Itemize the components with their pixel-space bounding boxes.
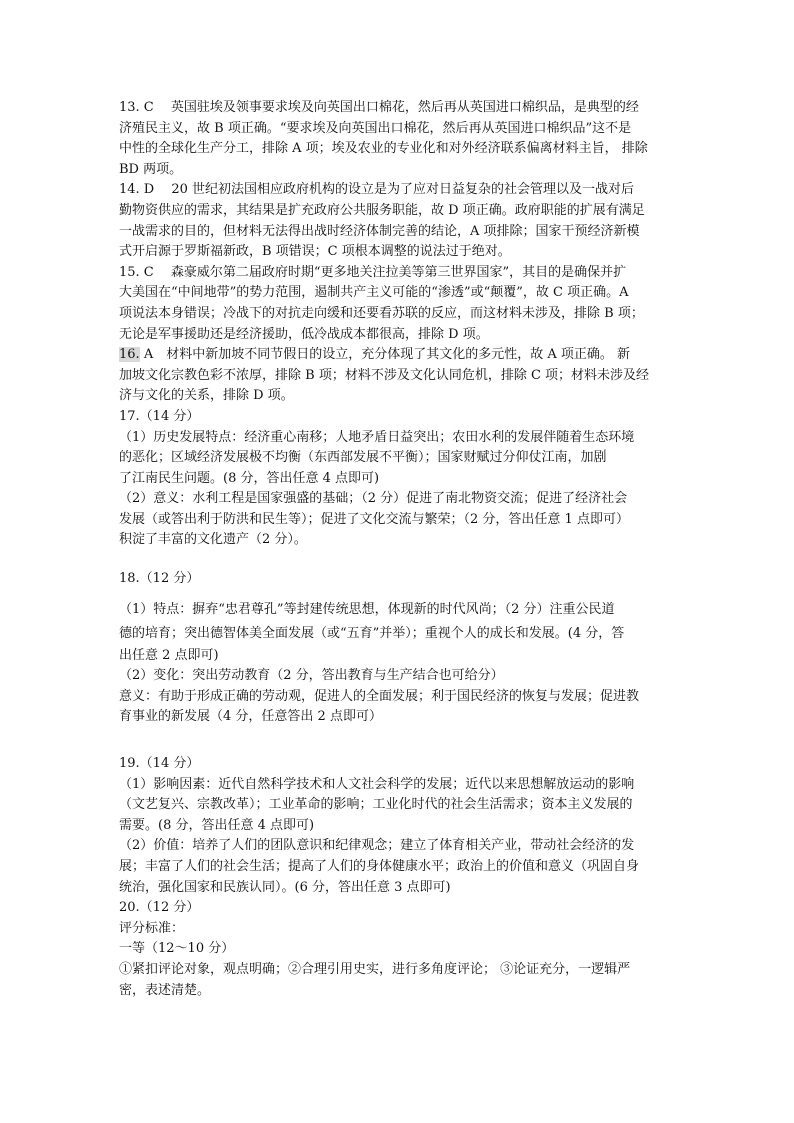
text-line: 式开启源于罗斯福新政，B 项错误；C 项根本调整的说法过于绝对。 [119, 244, 511, 260]
text-line: 一战需求的目的，但材料无法得出战时经济体制完善的结论，A 项排除；国家干预经济新模 [119, 223, 640, 239]
text-line: 意义：有助于形成正确的劳动观，促进人的全面发展；利于国民经济的恢复与发展；促进教 [119, 688, 640, 704]
text-line: 14. D 20 世纪初法国相应政府机构的设立是为了应对日益复杂的社会管理以及一战对后 [119, 182, 635, 198]
answer-q19 [119, 754, 710, 898]
text-line: 评分标准： [119, 920, 185, 936]
text-line: 15. C 森豪威尔第二届政府时期“更多地关注拉美等第三世界国家”，其目的是确保并扩 [119, 264, 627, 280]
text-line: ①紧扣评论对象，观点明确；②合理引用史实，进行多角度评论； ③论证充分，一逻辑严 [119, 961, 631, 977]
answer-q14 [119, 180, 710, 262]
text-line: 无论是军事援助还是经济援助，低冷战成本都很高，排除 D 项。 [119, 326, 489, 342]
text-line: 了江南民生问题。(8 分，答出任意 4 点即可) [119, 470, 380, 486]
text-line: 项说法本身错误；冷战下的对抗走向缓和还要看苏联的反应，而这材料未涉及，排除 B 项； [119, 305, 644, 321]
text-line: 密，表述清楚。 [119, 982, 211, 998]
text-line: 大美国在“中间地带”的势力范围，遏制共产主义可能的“渗透”或“颠覆”，故 C 项正确。A [119, 285, 629, 301]
text-line: 济殖民主义，故 B 项正确。“要求埃及向英国出口棉花，然后再从英国进口棉织品”这不是 [119, 120, 632, 136]
text-line: 统治，强化国家和民族认同）。(6 分，答出任意 3 点即可) [119, 879, 451, 895]
text-line: （2）价值：培养了人们的团队意识和纪律观念；建立了体育相关产业，带动社会经济的发 [119, 838, 635, 854]
text-line: （1）特点：摒弃“忠君尊孔”等封建传统思想，体现新的时代风尚；（2 分）注重公民道 [119, 601, 615, 617]
text-line: （2）意义：水利工程是国家强盛的基础；（2 分）促进了南北物资交流；促进了经济社会 [119, 491, 628, 507]
answer-q18 [119, 569, 710, 728]
text-line: （1）影响因素：近代自然科学技术和人文社会科学的发展；近代以来思想解放运动的影响 [119, 776, 635, 792]
text-line: BD 两项。 [119, 161, 183, 177]
text-line: 一等（12～10 分） [119, 941, 235, 957]
answer-q20 [119, 898, 710, 1001]
text-line: 德的培育；突出德智体美全面发展（或“五育”并举）；重视个人的成长和发展。(4 分，答 [119, 625, 625, 641]
text-line: 中性的全球化生产分工，排除 A 项；埃及农业的专业化和对外经济联系偏离材料主旨， 排除 [119, 141, 648, 157]
text-line: 积淀了丰富的文化遗产（2 分）。 [119, 532, 307, 548]
answer-q17 [119, 407, 710, 551]
text-line: 需要。(8 分，答出任意 4 点即可) [119, 817, 315, 833]
text-line: 20.（12 分） [119, 900, 200, 916]
answer-q13 [119, 98, 710, 180]
question-number-highlight: 16. [119, 347, 140, 363]
text-line: 济与文化的关系，排除 D 项。 [119, 388, 294, 404]
text-line: （2）变化：突出劳动教育（2 分，答出教育与生产结合也可给分） [119, 668, 504, 684]
text-line: （文艺复兴、宗教改革）；工业革命的影响；工业化时代的社会生活需求；资本主义发展的 [119, 797, 633, 813]
text-line: 加坡文化宗教色彩不浓厚，排除 B 项；材料不涉及文化认同危机，排除 C 项；材料未涉及经 [119, 367, 650, 383]
text-line: 出任意 2 点即可) [119, 647, 219, 663]
text-line: （1）历史发展特点：经济重心南移；人地矛盾日益突出；农田水利的发展伴随着生态环境 [119, 429, 635, 445]
text-line: 19.（14 分） [119, 756, 200, 772]
text-line: 17.（14 分） [119, 408, 200, 424]
text-line: 勤物资供应的需求，其结果是扩充政府公共服务职能，故 D 项正确。政府职能的扩展有满足 [119, 202, 645, 218]
text-line: 发展（或答出利于防洪和民生等）；促进了文化交流与繁荣；（2 分，答出任意 1 点即可） [119, 511, 629, 527]
answer-q15 [119, 263, 710, 345]
text-line: 育事业的新发展（4 分，任意答出 2 点即可） [119, 709, 382, 725]
text-line [119, 345, 710, 366]
text-line: 13. C 英国驻埃及领事要求埃及向英国出口棉花，然后再从英国进口棉织品，是典型的经 [119, 100, 639, 115]
section-title: 18.（12 分） [119, 571, 200, 587]
answer-q16 [119, 345, 710, 407]
text-line: 展；丰富了人们的社会生活；提高了人们的身体健康水平；政治上的价值和意义（巩固自身 [119, 859, 640, 874]
text-segment: A 材料中新加坡不同节假日的设立，充分体现了其文化的多元性，故 A 项正确。 新 [139, 347, 630, 363]
text-line: 的恶化；区域经济发展极不均衡（东西部发展不平衡）；国家财赋过分仰仗江南，加剧 [119, 450, 607, 466]
